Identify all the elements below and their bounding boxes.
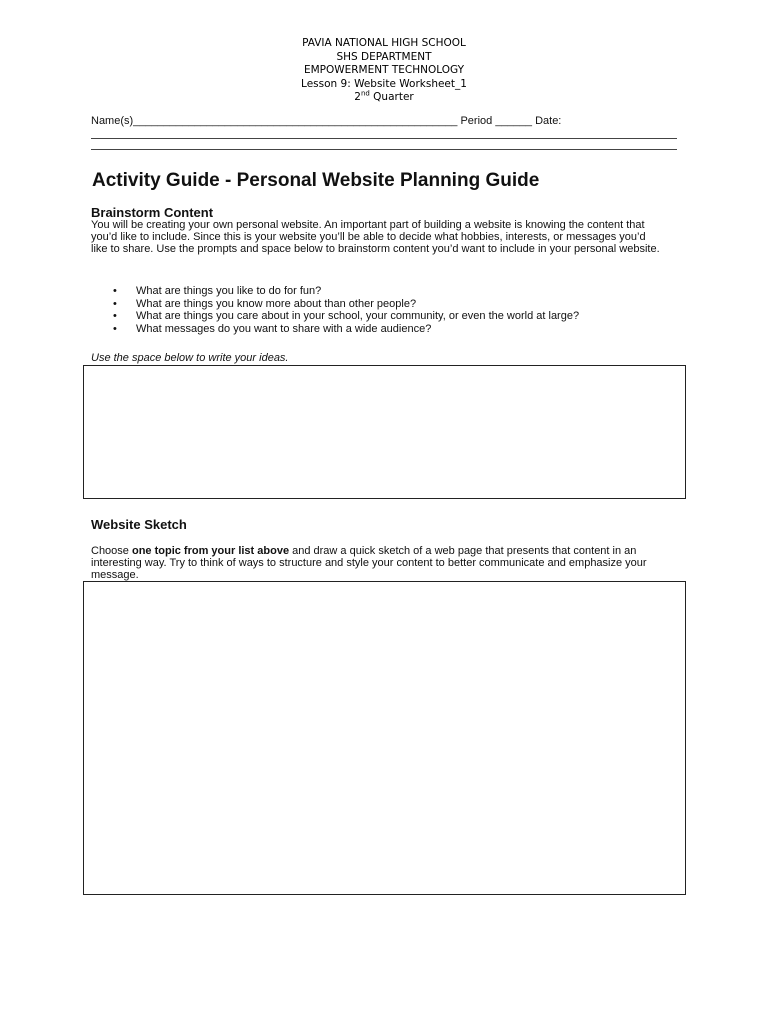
quarter-suffix: nd <box>360 89 370 98</box>
list-item <box>91 298 579 311</box>
brainstorm-intro: You will be creating your own personal website. An important part of building a website is knowing the content that you’d like to include. Since this is your website you’ll be able to decide what hobbies, interests, or messages you’d like to share. Use the prompts and space below to brainstorm content you’d want to include in your personal website. <box>91 219 660 255</box>
prompt-text: What are things you care about in your school, your community, or even the world at large? <box>136 310 580 322</box>
sketch-intro-emphasis: one topic from your list above <box>131 545 290 557</box>
sketch-heading: Website Sketch <box>91 517 187 532</box>
bullet-icon: • <box>113 310 117 322</box>
sketch-intro-start: Choose <box>91 545 132 557</box>
fill-in-line-2[interactable] <box>91 149 677 150</box>
prompt-text: What are things you like to do for fun? <box>136 285 322 297</box>
quarter-text: Quarter <box>369 91 414 103</box>
quarter-label <box>0 91 768 105</box>
page-title: Activity Guide - Personal Website Planning Guide <box>92 170 540 191</box>
sketch-intro <box>91 545 651 581</box>
bullet-icon: • <box>113 322 117 335</box>
bullet-icon: • <box>113 297 117 310</box>
name-period-date-field[interactable]: Name(s)_____________________________________________________ Period ______ Date: <box>91 115 562 127</box>
subject-name: EMPOWERMENT TECHNOLOGY <box>303 64 465 76</box>
ideas-writing-box[interactable] <box>83 365 686 499</box>
list-item <box>91 285 579 298</box>
prompt-text: What are things you know more about than other people? <box>136 297 417 310</box>
school-name: PAVIA NATIONAL HIGH SCHOOL <box>302 37 466 49</box>
fill-in-line-1[interactable] <box>91 138 677 139</box>
department-name: SHS DEPARTMENT <box>336 50 432 63</box>
prompt-text: What messages do you want to share with a wide audience? <box>136 322 432 335</box>
space-note: Use the space below to write your ideas. <box>91 352 289 364</box>
prompt-list <box>91 285 579 335</box>
list-item <box>91 310 579 323</box>
lesson-title: Lesson 9: Website Worksheet_1 <box>301 77 467 90</box>
bullet-icon: • <box>113 285 117 297</box>
quarter-number: 2 <box>354 91 361 103</box>
brainstorm-heading: Brainstorm Content <box>91 205 214 220</box>
document-header <box>0 37 768 105</box>
sketch-drawing-box[interactable] <box>83 581 686 895</box>
list-item <box>91 323 579 336</box>
sketch-intro-end: and draw a quick sketch of a web page that presents that content in an interesting way. Try to think of ways to structure and style your content to better communicate and emphasize your message. <box>91 545 647 581</box>
